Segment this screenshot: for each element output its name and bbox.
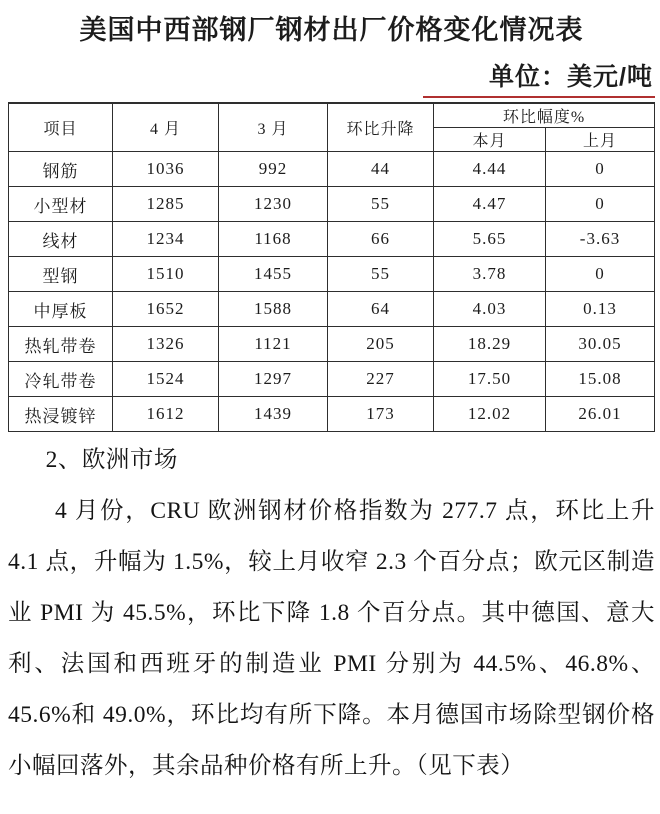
cell-change: 44	[328, 152, 434, 187]
cell-item: 型钢	[9, 257, 113, 292]
cell-item: 中厚板	[9, 292, 113, 327]
cell-pct-last: -3.63	[546, 222, 655, 257]
unit-underline	[423, 96, 655, 98]
header-item: 项目	[9, 103, 113, 152]
cell-april: 1612	[113, 397, 219, 432]
cell-march: 1455	[219, 257, 328, 292]
header-last-month: 上月	[546, 128, 655, 152]
header-mom-change: 环比升降	[328, 103, 434, 152]
cell-april: 1524	[113, 362, 219, 397]
cell-april: 1234	[113, 222, 219, 257]
cell-item: 线材	[9, 222, 113, 257]
cell-pct-last: 0.13	[546, 292, 655, 327]
cell-change: 66	[328, 222, 434, 257]
cell-pct-last: 15.08	[546, 362, 655, 397]
cell-pct-last: 30.05	[546, 327, 655, 362]
table-row	[9, 327, 655, 362]
cell-pct-last: 0	[546, 187, 655, 222]
cell-pct-last: 0	[546, 257, 655, 292]
header-march: 3 月	[219, 103, 328, 152]
cell-change: 173	[328, 397, 434, 432]
page-title: 美国中西部钢厂钢材出厂价格变化情况表	[79, 15, 584, 45]
cell-change: 55	[328, 257, 434, 292]
cell-item: 热浸镀锌	[9, 397, 113, 432]
table-header-row	[9, 103, 655, 128]
header-april: 4 月	[113, 103, 219, 152]
section-heading: 2、欧洲市场	[45, 447, 178, 473]
table-row	[9, 397, 655, 432]
cell-march: 1168	[219, 222, 328, 257]
cell-april: 1652	[113, 292, 219, 327]
cell-item: 小型材	[9, 187, 113, 222]
cell-change: 55	[328, 187, 434, 222]
unit-label: 单位：美元/吨	[489, 63, 653, 91]
table-row	[9, 222, 655, 257]
cell-change: 205	[328, 327, 434, 362]
cell-pct-last: 26.01	[546, 397, 655, 432]
cell-pct-this: 5.65	[434, 222, 546, 257]
cell-march: 1121	[219, 327, 328, 362]
cell-march: 1439	[219, 397, 328, 432]
cell-pct-this: 17.50	[434, 362, 546, 397]
price-table	[8, 102, 655, 432]
paragraph-europe-market: 4 月份，CRU 欧洲钢材价格指数为 277.7 点，环比上升 4.1 点，升幅为 1.5%，较上月收窄 2.3 个百分点；欧元区制造业 PMI 为 45.5%，环比下降 1.8 个百分点。其中德国、意大利、法国和西班牙的制造业 PMI 分别为 44.5%、46.8%、45.6%和 49.0%，环比均有所下降。本月德国市场除型钢价格小幅回落外，其余品种价格有所上升。（见下表）	[8, 498, 655, 779]
cell-march: 1588	[219, 292, 328, 327]
body-text	[8, 435, 655, 792]
cell-pct-this: 4.03	[434, 292, 546, 327]
table-row	[9, 292, 655, 327]
table-row	[9, 187, 655, 222]
cell-march: 992	[219, 152, 328, 187]
cell-march: 1297	[219, 362, 328, 397]
cell-pct-this: 18.29	[434, 327, 546, 362]
cell-pct-this: 12.02	[434, 397, 546, 432]
cell-pct-this: 4.47	[434, 187, 546, 222]
header-this-month: 本月	[434, 128, 546, 152]
cell-item: 冷轧带卷	[9, 362, 113, 397]
cell-march: 1230	[219, 187, 328, 222]
cell-april: 1510	[113, 257, 219, 292]
cell-april: 1285	[113, 187, 219, 222]
cell-april: 1036	[113, 152, 219, 187]
table-row	[9, 362, 655, 397]
table-row	[9, 257, 655, 292]
table-row	[9, 152, 655, 187]
cell-change: 227	[328, 362, 434, 397]
cell-pct-this: 4.44	[434, 152, 546, 187]
cell-pct-this: 3.78	[434, 257, 546, 292]
cell-item: 热轧带卷	[9, 327, 113, 362]
header-mom-pct: 环比幅度%	[434, 103, 655, 128]
cell-change: 64	[328, 292, 434, 327]
cell-april: 1326	[113, 327, 219, 362]
cell-pct-last: 0	[546, 152, 655, 187]
cell-item: 钢筋	[9, 152, 113, 187]
